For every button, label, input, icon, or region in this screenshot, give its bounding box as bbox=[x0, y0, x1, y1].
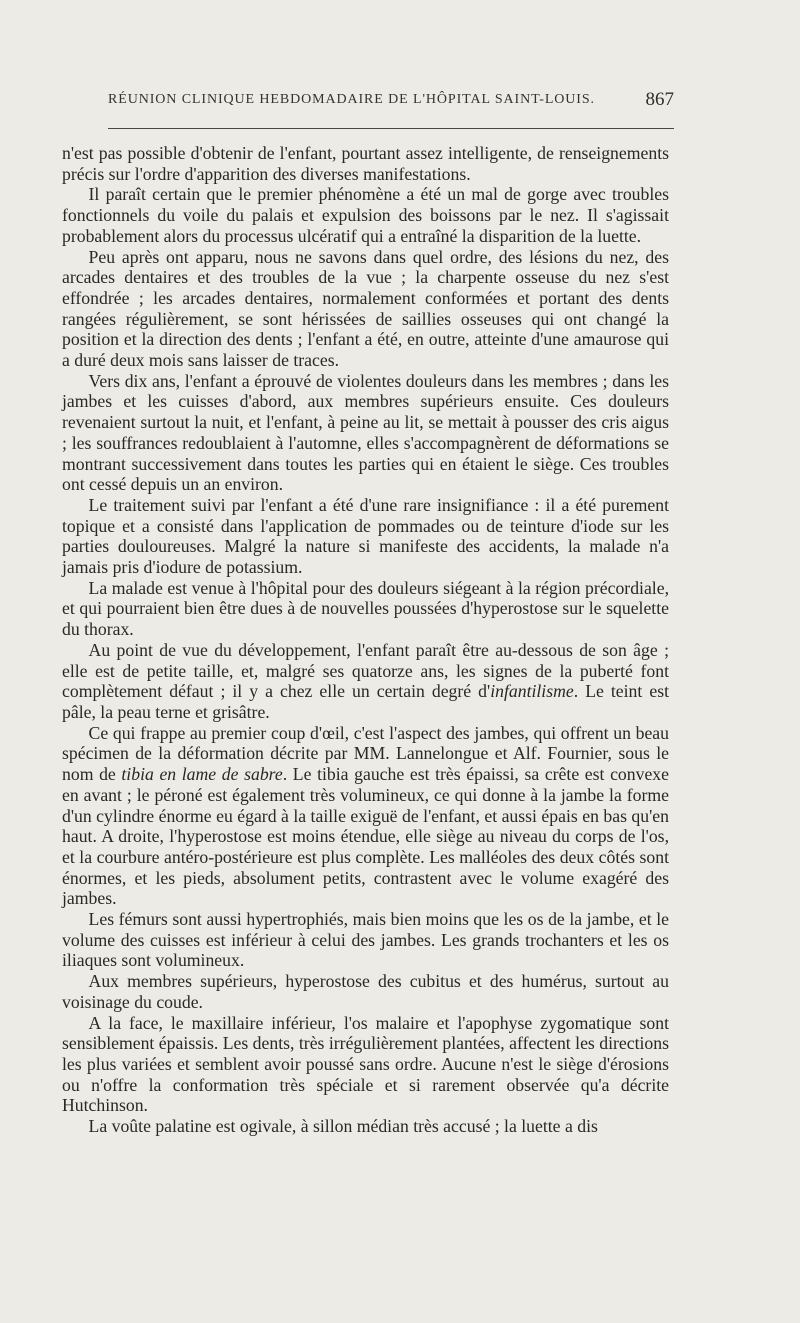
paragraph-text: . Le tibia gauche est très épaissi, sa crête est convexe en avant ; le péroné est également très volumineux, ce qui donne à la jambe la forme d'un cylindre énorme eu égard à la taille exiguë de l'enfant, et aussi épais en bas qu'en haut. A droite, l'hyperostose est moins étendue, elle siège au niveau du corps de l'os, et la courbure antéro-postérieure est plus complète. Les malléoles des deux côtés sont énormes, et les pieds, absolument petits, contrastent avec le volume exagéré des jambes. bbox=[62, 764, 669, 909]
paragraph: La voûte palatine est ogivale, à sillon médian très accusé ; la luette a dis bbox=[88, 1116, 598, 1137]
paragraph: Le traitement suivi par l'enfant a été d'une rare insignifiance : il a été purement topique et a consisté dans l'application de pommades ou de teinture d'iode sur les parties douloureuses. Malgré la nature si manifeste des accidents, la malade n'a jamais pris d'iodure de potassium. bbox=[62, 494, 669, 578]
italic-term: infantilisme bbox=[490, 681, 574, 702]
page-header bbox=[108, 89, 674, 122]
page-number: 867 bbox=[645, 89, 674, 110]
header-rule bbox=[108, 128, 674, 129]
paragraph-text: . Le teint est pâle, la peau terne et grisâtre. bbox=[62, 681, 669, 722]
paragraph bbox=[62, 640, 669, 723]
paragraph: n'est pas possible d'obtenir de l'enfant, pourtant assez intelligente, de renseignements précis sur l'ordre d'apparition des diverses manifestations. bbox=[62, 143, 669, 184]
running-head: RÉUNION CLINIQUE HEBDOMADAIRE DE L'HÔPITAL SAINT-LOUIS. bbox=[108, 92, 595, 107]
paragraph: Aux membres supérieurs, hyperostose des cubitus et des humérus, surtout au voisinage du coude. bbox=[62, 971, 669, 1012]
paragraph: Les fémurs sont aussi hypertrophiés, mais bien moins que les os de la jambe, et le volume des cuisses est inférieur à celui des jambes. Les grands trochanters et les os iliaques sont volumineux. bbox=[62, 909, 669, 971]
paragraph bbox=[62, 723, 669, 909]
paragraph: Peu après ont apparu, nous ne savons dans quel ordre, des lésions du nez, des arcades dentaires et des troubles de la vue ; la charpente osseuse du nez s'est effondrée ; les arcades dentaires, normalement conformées et portant des dents rangées régulièrement, se sont hérissées de saillies osseuses qui ont changé la position et la direction des dents ; l'enfant a été, en outre, atteinte d'une amaurose qui a duré deux mois sans laisser de traces. bbox=[62, 246, 669, 371]
paragraph-text: Au point de vue du développement, l'enfant paraît être au-dessous de son âge ; elle est de petite taille, et, malgré ses quatorze ans, les signes de la puberté font complètement défaut ; il y a chez elle un certain degré d' bbox=[62, 639, 669, 702]
italic-term: tibia en lame de sabre bbox=[121, 764, 283, 785]
paragraph: La malade est venue à l'hôpital pour des douleurs siégeant à la région précordiale, et qui pourraient bien être dues à de nouvelles poussées d'hyperostose sur le squelette du thorax. bbox=[62, 577, 669, 640]
paragraph: A la face, le maxillaire inférieur, l'os malaire et l'apophyse zygomatique sont sensiblement épaissis. Les dents, très irrégulièrement plantées, affectent les directions les plus variées et semblent avoir poussé sans ordre. Aucune n'est le siège d'érosions ou n'offre la conformation très spéciale et si rarement observée qu'a décrite Hutchinson. bbox=[62, 1012, 669, 1116]
paragraph: Vers dix ans, l'enfant a éprouvé de violentes douleurs dans les membres ; dans les jambes et les cuisses d'abord, aux membres supérieurs ensuite. Ces douleurs revenaient surtout la nuit, et l'enfant, à peine au lit, se mettait à pousser des cris aigus ; les souffrances redoublaient à l'automne, elles s'accompagnèrent de déformations se montrant successivement dans toutes les parties qui en étaient le siège. Ces troubles ont cessé depuis un an environ. bbox=[62, 370, 669, 495]
body-text bbox=[62, 143, 669, 1137]
paragraph: Il paraît certain que le premier phénomène a été un mal de gorge avec troubles fonctionnels du voile du palais et expulsion des boissons par le nez. Il s'agissait probablement alors du processus ulcératif qui a entraîné la disparition de la luette. bbox=[62, 184, 669, 246]
paragraph-text: Ce qui frappe au premier coup d'œil, c'est l'aspect des jambes, qui offrent un beau spécimen de la déformation décrite par MM. Lannelongue et Alf. Fournier, sous le nom de bbox=[62, 722, 669, 785]
